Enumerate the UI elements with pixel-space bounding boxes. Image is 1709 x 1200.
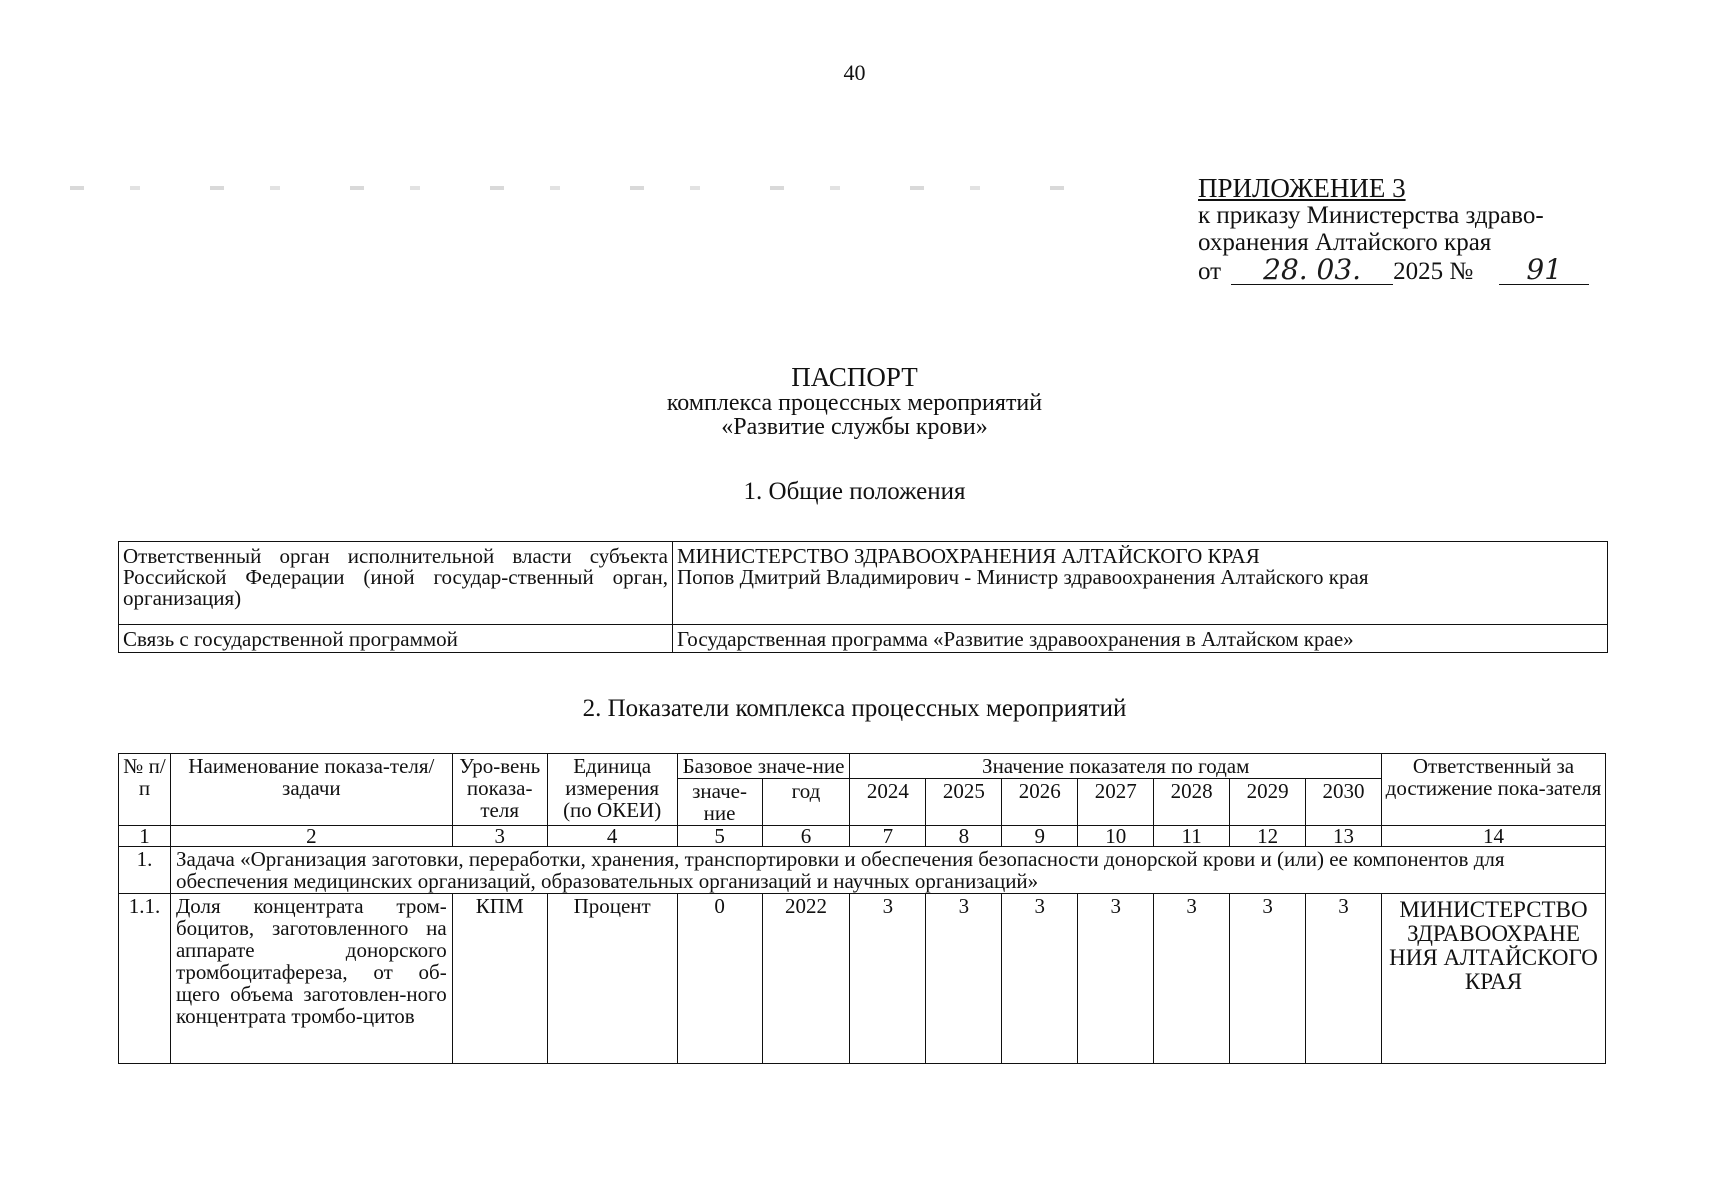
indicators-table (118, 753, 1606, 1064)
table-row (119, 625, 1608, 653)
header-row (119, 754, 1606, 779)
column-number: 10 (1078, 826, 1154, 847)
annex-block (1198, 175, 1618, 285)
task-num: 1. (119, 847, 171, 894)
task-text: Задача «Организация заготовки, переработки, хранения, транспортировки и обеспечения безопасности донорской крови и (или) ее компонентов для обеспечения медицинских организаций, образовательных организаций и научных организаций» (170, 847, 1605, 894)
header-num: № п/п (119, 754, 171, 826)
table-row (119, 542, 1608, 625)
scan-artifact-line (70, 186, 1080, 190)
header-year: 2024 (850, 779, 926, 826)
page-number: 40 (843, 60, 866, 85)
passport-subtitle: комплекса процессных мероприятий (666, 390, 1043, 416)
column-number: 7 (850, 826, 926, 847)
section-1-title: 1. Общие положения (743, 478, 966, 505)
header-name: Наименование показа-теля/задачи (170, 754, 452, 826)
header-year: 2029 (1230, 779, 1306, 826)
column-number: 3 (452, 826, 547, 847)
annex-line-1: к приказу Министерства здраво- (1198, 202, 1544, 229)
header-base-year: год (762, 779, 850, 826)
indicator-year-value: 3 (1230, 894, 1306, 1064)
column-number: 9 (1002, 826, 1078, 847)
column-number: 6 (762, 826, 850, 847)
annex-year: 2025 № (1393, 258, 1474, 285)
general-value-cell: Государственная программа «Развитие здравоохранения в Алтайском крае» (673, 625, 1608, 653)
task-row (119, 847, 1606, 894)
header-year: 2027 (1078, 779, 1154, 826)
indicator-year-value: 3 (1306, 894, 1382, 1064)
indicator-name: Доля концентрата тром-боцитов, заготовленного на аппарате донорского тромбоцитафереза, от об-щего объема заготовлен-ного концентрата тромбо-цитов (170, 894, 452, 1064)
column-number: 11 (1154, 826, 1230, 847)
annex-date-handwritten: 28. 03. (1231, 256, 1393, 285)
annex-date-line (1198, 253, 1618, 286)
column-number: 12 (1230, 826, 1306, 847)
general-label-cell: Связь с государственной программой (119, 625, 673, 653)
general-value-line: МИНИСТЕРСТВО ЗДРАВООХРАНЕНИЯ АЛТАЙСКОГО КРАЯ (677, 544, 1260, 568)
indicator-unit: Процент (547, 894, 677, 1064)
column-number: 5 (677, 826, 762, 847)
header-level: Уро-вень показа-теля (452, 754, 547, 826)
column-number: 13 (1306, 826, 1382, 847)
header-base-value: значе-ние (677, 779, 762, 826)
section-2-title: 2. Показатели комплекса процессных мероприятий (582, 695, 1127, 722)
general-provisions-table (118, 541, 1608, 653)
column-number: 2 (170, 826, 452, 847)
indicator-year-value: 3 (926, 894, 1002, 1064)
column-number: 8 (926, 826, 1002, 847)
indicator-level: КПМ (452, 894, 547, 1064)
annex-number-handwritten: 91 (1499, 256, 1589, 285)
column-number-row (119, 826, 1606, 847)
passport-name: «Развитие службы крови» (721, 414, 988, 440)
header-base: Базовое значе-ние (677, 754, 850, 779)
header-year: 2028 (1154, 779, 1230, 826)
header-year: 2025 (926, 779, 1002, 826)
indicator-year-value: 3 (1078, 894, 1154, 1064)
passport-heading (0, 363, 1709, 439)
indicator-year-value: 3 (850, 894, 926, 1064)
general-label-cell: Ответственный орган исполнительной власти субъекта Российской Федерации (иной государ-ственный орган, организация) (119, 542, 673, 625)
column-number: 4 (547, 826, 677, 847)
annex-title: ПРИЛОЖЕНИЕ 3 (1198, 173, 1406, 203)
annex-line-2: охранения Алтайского края (1198, 229, 1492, 256)
indicator-base-year: 2022 (762, 894, 850, 1064)
column-number: 1 (119, 826, 171, 847)
annex-from-label: от (1198, 258, 1222, 285)
header-years-group: Значение показателя по годам (850, 754, 1382, 779)
column-number: 14 (1382, 826, 1606, 847)
passport-title: ПАСПОРТ (791, 362, 918, 392)
header-year: 2030 (1306, 779, 1382, 826)
indicator-responsible: МИНИСТЕРСТВО ЗДРАВООХРАНЕ НИЯ АЛТАЙСКОГО КРАЯ (1382, 894, 1606, 1064)
indicator-base-value: 0 (677, 894, 762, 1064)
header-year: 2026 (1002, 779, 1078, 826)
header-unit: Единица измерения (по ОКЕИ) (547, 754, 677, 826)
general-value-cell (673, 542, 1608, 625)
indicator-year-value: 3 (1154, 894, 1230, 1064)
indicator-num: 1.1. (119, 894, 171, 1064)
general-value-line: Попов Дмитрий Владимирович - Министр здравоохранения Алтайского края (677, 565, 1369, 589)
header-responsible: Ответственный за достижение пока-зателя (1382, 754, 1606, 826)
indicator-year-value: 3 (1002, 894, 1078, 1064)
indicator-row (119, 894, 1606, 1064)
